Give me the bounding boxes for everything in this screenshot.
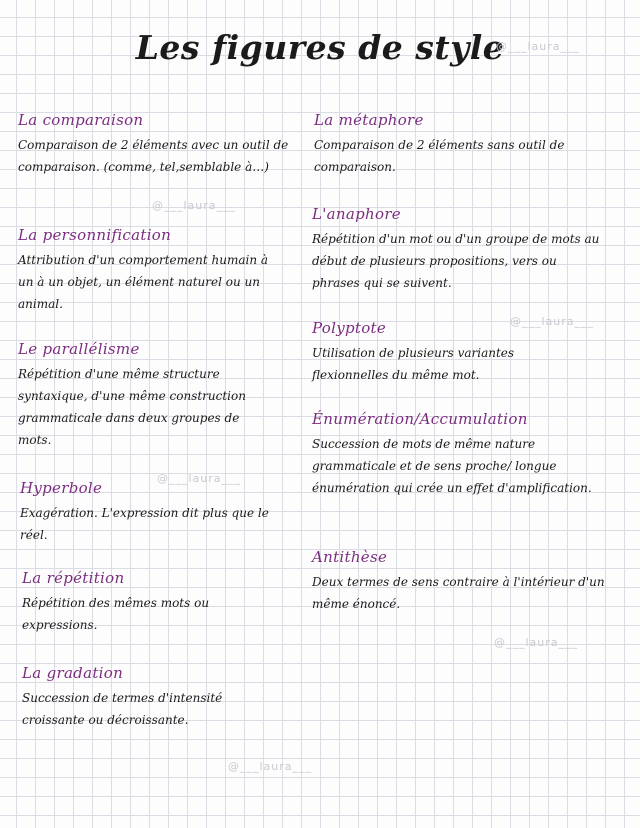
page-title: Les figures de style (135, 28, 505, 67)
section-text: Comparaison de 2 éléments avec un outil de comparaison. (comme, tel,semblable à…) (18, 138, 289, 174)
section-metaphore (314, 111, 604, 178)
watermark: @___laura___ (494, 636, 579, 649)
section-text: Succession de mots de même nature grammaticale et de sens proche/ longue énumération qui crée un effet d'amplification. (312, 437, 592, 495)
section-heading: Énumération/Accumulation (312, 410, 528, 428)
section-hyperbole (20, 479, 270, 546)
section-text: Répétition d'une même structure syntaxique, d'une même construction grammaticale dans deux groupes de mots. (18, 367, 246, 447)
section-enumeration (312, 410, 602, 499)
section-heading: Polyptote (312, 319, 387, 337)
section-personnification (18, 226, 283, 315)
section-comparaison (18, 111, 290, 178)
section-text: Comparaison de 2 éléments sans outil de comparaison. (314, 138, 565, 174)
section-text: Répétition des mêmes mots ou expressions. (22, 596, 210, 632)
section-heading: La métaphore (314, 111, 424, 129)
section-heading: Le parallélisme (18, 340, 140, 358)
section-text: Utilisation de plusieurs variantes flexionnelles du même mot. (312, 346, 515, 382)
watermark: @___laura___ (510, 315, 595, 328)
section-heading: La répétition (22, 569, 125, 587)
section-heading: Hyperbole (20, 479, 103, 497)
section-parallelisme (18, 340, 268, 451)
section-heading: Antithèse (312, 548, 388, 566)
section-antithese (312, 548, 608, 615)
section-heading: L'anaphore (312, 205, 401, 223)
section-text: Attribution d'un comportement humain à un à un objet, un élément naturel ou un animal. (18, 253, 269, 311)
section-text: Succession de termes d'intensité croissante ou décroissante. (22, 691, 223, 727)
section-gradation (22, 664, 262, 731)
section-heading: La gradation (22, 664, 124, 682)
section-text: Deux termes de sens contraire à l'intérieur d'un même énoncé. (312, 575, 605, 611)
section-heading: La comparaison (18, 111, 144, 129)
watermark: @___laura___ (157, 472, 242, 485)
section-anaphore (312, 205, 602, 294)
watermark: @___laura___ (228, 760, 313, 773)
watermark: @___laura___ (152, 199, 237, 212)
section-repetition (22, 569, 262, 636)
section-text: Répétition d'un mot ou d'un groupe de mots au début de plusieurs propositions, vers ou phrases qui se suivent. (312, 232, 600, 290)
section-text: Exagération. L'expression dit plus que le réel. (20, 506, 269, 542)
watermark: @___laura___ (496, 40, 581, 53)
section-polyptote (312, 319, 592, 386)
section-heading: La personnification (18, 226, 172, 244)
